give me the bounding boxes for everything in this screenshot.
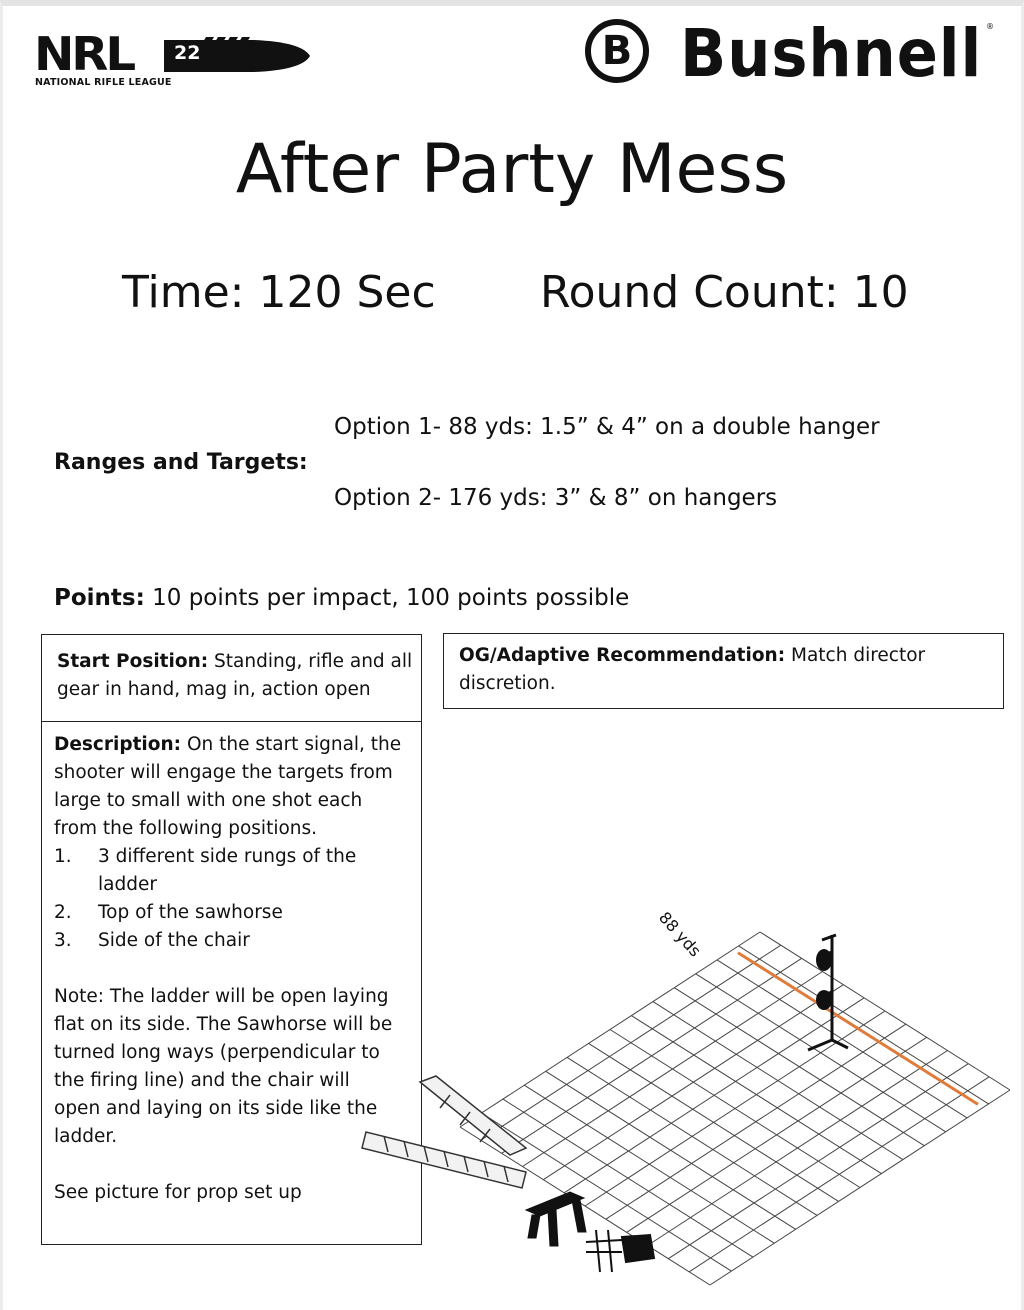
note-line: turned long ways (perpendicular to <box>54 1042 380 1063</box>
note-line: the firing line) and the chair will <box>54 1070 350 1091</box>
position-item: 2. Top of the sawhorse <box>54 899 416 927</box>
target-plate-small <box>816 990 832 1010</box>
distance-label: 88 yds <box>655 907 705 961</box>
position-number: 2. <box>54 902 72 923</box>
position-item: 1. 3 different side rungs of the ladder <box>54 843 416 899</box>
position-number: 3. <box>54 930 72 951</box>
see-picture-note: See picture for prop set up <box>54 1182 302 1203</box>
description-line: Description: On the start signal, the <box>54 734 402 755</box>
description-label: Description: <box>54 734 182 755</box>
og-adaptive-text <box>459 642 994 698</box>
range-option-2: Option 2- 176 yds: 3” & 8” on hangers <box>334 485 778 511</box>
registered-mark: ® <box>986 22 994 31</box>
note-line: ladder. <box>54 1126 118 1147</box>
description-line: shooter will engage the targets from <box>54 762 393 783</box>
start-position-text <box>57 648 413 704</box>
position-number: 1. <box>54 846 72 867</box>
bushnell-wordmark: Bushnell <box>680 15 983 92</box>
time-limit: Time: 120 Sec <box>122 267 436 318</box>
nrl-number: 22 <box>174 42 201 64</box>
range-option-1: Option 1- 88 yds: 1.5” & 4” on a double hanger <box>334 414 880 440</box>
range-grid <box>460 932 1010 1285</box>
chair-icon <box>586 1230 654 1272</box>
bushnell-b-letter: B <box>601 28 633 74</box>
position-item: 3. Side of the chair <box>54 927 416 955</box>
points-label: Points: <box>54 585 145 611</box>
points-line <box>54 583 629 613</box>
description-line: large to small with one shot each <box>54 790 363 811</box>
nrl-logo <box>34 28 284 92</box>
page-title: After Party Mess <box>235 130 789 209</box>
prop-setup-diagram <box>350 880 1020 1290</box>
nrl-wordmark: NRL <box>34 27 133 81</box>
description-line: from the following positions. <box>54 818 318 839</box>
note-line: Note: The ladder will be open laying <box>54 986 389 1007</box>
points-value: 10 points per impact, 100 points possible <box>144 585 630 611</box>
bushnell-logo <box>580 14 1000 98</box>
nrl-subtitle: NATIONAL RIFLE LEAGUE <box>35 77 172 88</box>
target-plate-large <box>816 949 832 971</box>
sawhorse-icon <box>526 1192 586 1246</box>
og-adaptive-label: OG/Adaptive Recommendation: <box>459 645 786 666</box>
start-position-box <box>41 634 422 722</box>
ranges-label: Ranges and Targets: <box>54 450 308 475</box>
note-line: open and laying on its side like the <box>54 1098 378 1119</box>
og-adaptive-value: Match director discretion. <box>459 645 926 694</box>
round-count: Round Count: 10 <box>540 267 909 318</box>
ladder-icon <box>362 1076 526 1188</box>
og-adaptive-box <box>443 633 1004 709</box>
start-position-label: Start Position: <box>57 651 209 672</box>
note-line: flat on its side. The Sawhorse will be <box>54 1014 393 1035</box>
start-position-value: Standing, rifle and all gear in hand, mag in, action open <box>57 651 413 700</box>
